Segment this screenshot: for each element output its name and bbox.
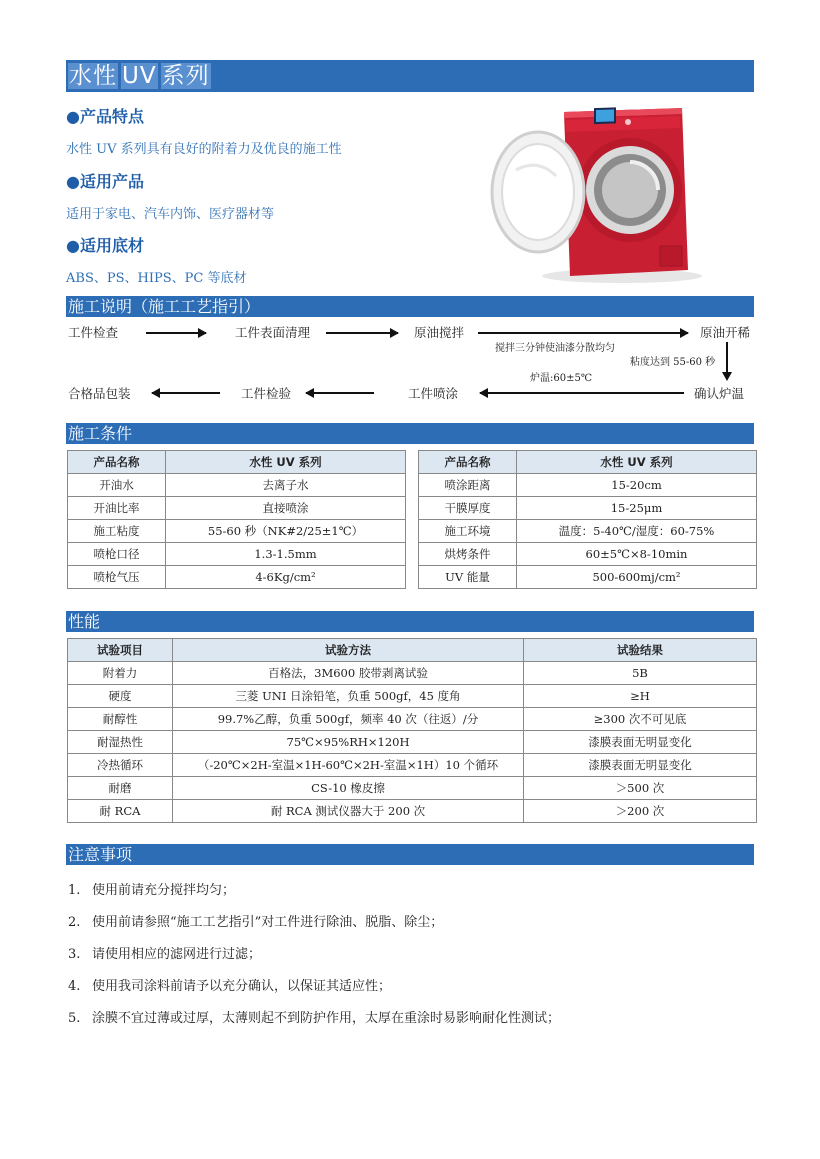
table-cell: 喷涂距离 [419, 474, 517, 497]
list-item: 1. 使用前请充分搅拌均匀； [68, 883, 236, 898]
section-bar-precautions [66, 844, 754, 865]
feature-heading: ●适用产品 [66, 172, 144, 191]
table-cell: 三菱 UNI 日涂铅笔，负重 500gf，45 度角 [173, 685, 524, 708]
list-item: 5. 涂膜不宜过薄或过厚，太薄则起不到防护作用，太厚在重涂时易影响耐化性测试； [68, 1011, 561, 1026]
list-item: 3. 请使用相应的滤网进行过滤； [68, 947, 262, 962]
performance-table [67, 638, 757, 823]
feature-text: 适用于家电、汽车内饰、医疗器材等 [66, 207, 275, 222]
arrow-left-icon [480, 392, 684, 394]
table-cell: 1.3-1.5mm [166, 543, 406, 566]
table-row [419, 520, 757, 543]
process-note: 炉温:60±5℃ [530, 373, 593, 384]
table-cell: ≥300 次不可见底 [524, 708, 757, 731]
table-row [68, 754, 757, 777]
table-cell: 百格法，3M600 胶带剥离试验 [173, 662, 524, 685]
table-cell: ＞500 次 [524, 777, 757, 800]
table-cell: 附着力 [68, 662, 173, 685]
table-header-cell: 水性 UV 系列 [517, 451, 757, 474]
process-step: 工件喷涂 [408, 386, 459, 401]
table-cell: 500-600mj/cm² [517, 566, 757, 589]
table-row [68, 731, 757, 754]
table-cell: UV 能量 [419, 566, 517, 589]
process-step: 工件表面清理 [235, 325, 311, 340]
table-header-cell: 水性 UV 系列 [166, 451, 406, 474]
conditions-table-right [418, 450, 757, 589]
process-step: 合格品包装 [68, 386, 131, 401]
list-item: 4. 使用我司涂料前请予以充分确认，以保证其适应性； [68, 979, 392, 994]
table-header-cell: 产品名称 [68, 451, 166, 474]
process-step: 原油搅拌 [414, 325, 465, 340]
table-header-cell: 试验结果 [524, 639, 757, 662]
process-note: 搅拌三分钟使油漆分散均匀 [495, 343, 615, 354]
table-row [419, 543, 757, 566]
table-cell: 15-20cm [517, 474, 757, 497]
process-step: 原油开稀 [700, 325, 751, 340]
arrow-down-icon [726, 342, 728, 376]
table-cell: 耐 RCA 测试仪器大于 200 次 [173, 800, 524, 823]
table-cell: 施工粘度 [68, 520, 166, 543]
table-header-row [68, 639, 757, 662]
process-step: 工件检查 [68, 325, 119, 340]
table-cell: 硬度 [68, 685, 173, 708]
table-cell: 喷枪口径 [68, 543, 166, 566]
table-cell: CS-10 橡皮擦 [173, 777, 524, 800]
table-row [68, 474, 406, 497]
table-cell: 55-60 秒（NK#2/25±1℃） [166, 520, 406, 543]
feature-text: ABS、PS、HIPS、PC 等底材 [66, 271, 247, 286]
table-cell: 漆膜表面无明显变化 [524, 731, 757, 754]
table-header-cell: 试验方法 [173, 639, 524, 662]
table-cell: 冷热循环 [68, 754, 173, 777]
arrow-right-icon [146, 332, 206, 334]
process-step: 确认炉温 [694, 386, 745, 401]
table-cell: 耐磨 [68, 777, 173, 800]
table-cell: ≥H [524, 685, 757, 708]
table-cell: 漆膜表面无明显变化 [524, 754, 757, 777]
section-title: 性能 [68, 612, 101, 631]
table-cell: 温度：5-40℃/湿度：60-75% [517, 520, 757, 543]
table-cell: 75℃×95%RH×120H [173, 731, 524, 754]
table-header-row [68, 451, 406, 474]
table-row [68, 708, 757, 731]
section-title: 施工说明（施工工艺指引） [68, 297, 261, 316]
page-title: 水性 UV 系列 [69, 63, 210, 89]
table-cell: （-20℃×2H-室温×1H-60℃×2H-室温×1H）10 个循环 [173, 754, 524, 777]
table-cell: 99.7%乙醇，负重 500gf，频率 40 次（往返）/分 [173, 708, 524, 731]
table-cell: 直接喷涂 [166, 497, 406, 520]
table-cell: 60±5℃×8-10min [517, 543, 757, 566]
table-row [68, 520, 406, 543]
table-header-cell: 产品名称 [419, 451, 517, 474]
table-cell: 5B [524, 662, 757, 685]
arrow-right-icon [326, 332, 398, 334]
washing-machine-image [482, 100, 702, 286]
table-cell: 开油水 [68, 474, 166, 497]
title-bar [66, 60, 754, 92]
table-row [68, 566, 406, 589]
table-cell: 耐湿热性 [68, 731, 173, 754]
arrow-right-icon [478, 332, 688, 334]
table-row [419, 474, 757, 497]
table-row [68, 800, 757, 823]
table-row [68, 685, 757, 708]
conditions-table-left [67, 450, 406, 589]
arrow-left-icon [306, 392, 374, 394]
table-cell: 耐醇性 [68, 708, 173, 731]
table-cell: 烘烤条件 [419, 543, 517, 566]
feature-heading: ●产品特点 [66, 107, 144, 126]
section-title: 注意事项 [68, 845, 133, 864]
section-bar-performance [66, 611, 754, 632]
section-bar-process [66, 296, 754, 317]
table-row [419, 497, 757, 520]
arrow-left-icon [152, 392, 220, 394]
table-cell: 开油比率 [68, 497, 166, 520]
table-cell: 去离子水 [166, 474, 406, 497]
section-title: 施工条件 [68, 424, 133, 443]
table-cell: 15-25μm [517, 497, 757, 520]
arrow-down-icon [722, 372, 732, 381]
table-row [68, 662, 757, 685]
table-cell: ＞200 次 [524, 800, 757, 823]
table-row [68, 543, 406, 566]
feature-heading: ●适用底材 [66, 236, 144, 255]
feature-text: 水性 UV 系列具有良好的附着力及优良的施工性 [66, 142, 342, 157]
table-cell: 干膜厚度 [419, 497, 517, 520]
table-row [68, 497, 406, 520]
process-note: 粘度达到 55-60 秒 [630, 357, 716, 368]
table-cell: 施工环境 [419, 520, 517, 543]
table-row [419, 566, 757, 589]
table-cell: 耐 RCA [68, 800, 173, 823]
table-row [68, 777, 757, 800]
table-header-row [419, 451, 757, 474]
process-step: 工件检验 [241, 386, 292, 401]
table-cell: 4-6Kg/cm² [166, 566, 406, 589]
section-bar-conditions [66, 423, 754, 444]
list-item: 2. 使用前请参照“施工工艺指引”对工件进行除油、脱脂、除尘； [68, 915, 444, 930]
table-cell: 喷枪气压 [68, 566, 166, 589]
table-header-cell: 试验项目 [68, 639, 173, 662]
